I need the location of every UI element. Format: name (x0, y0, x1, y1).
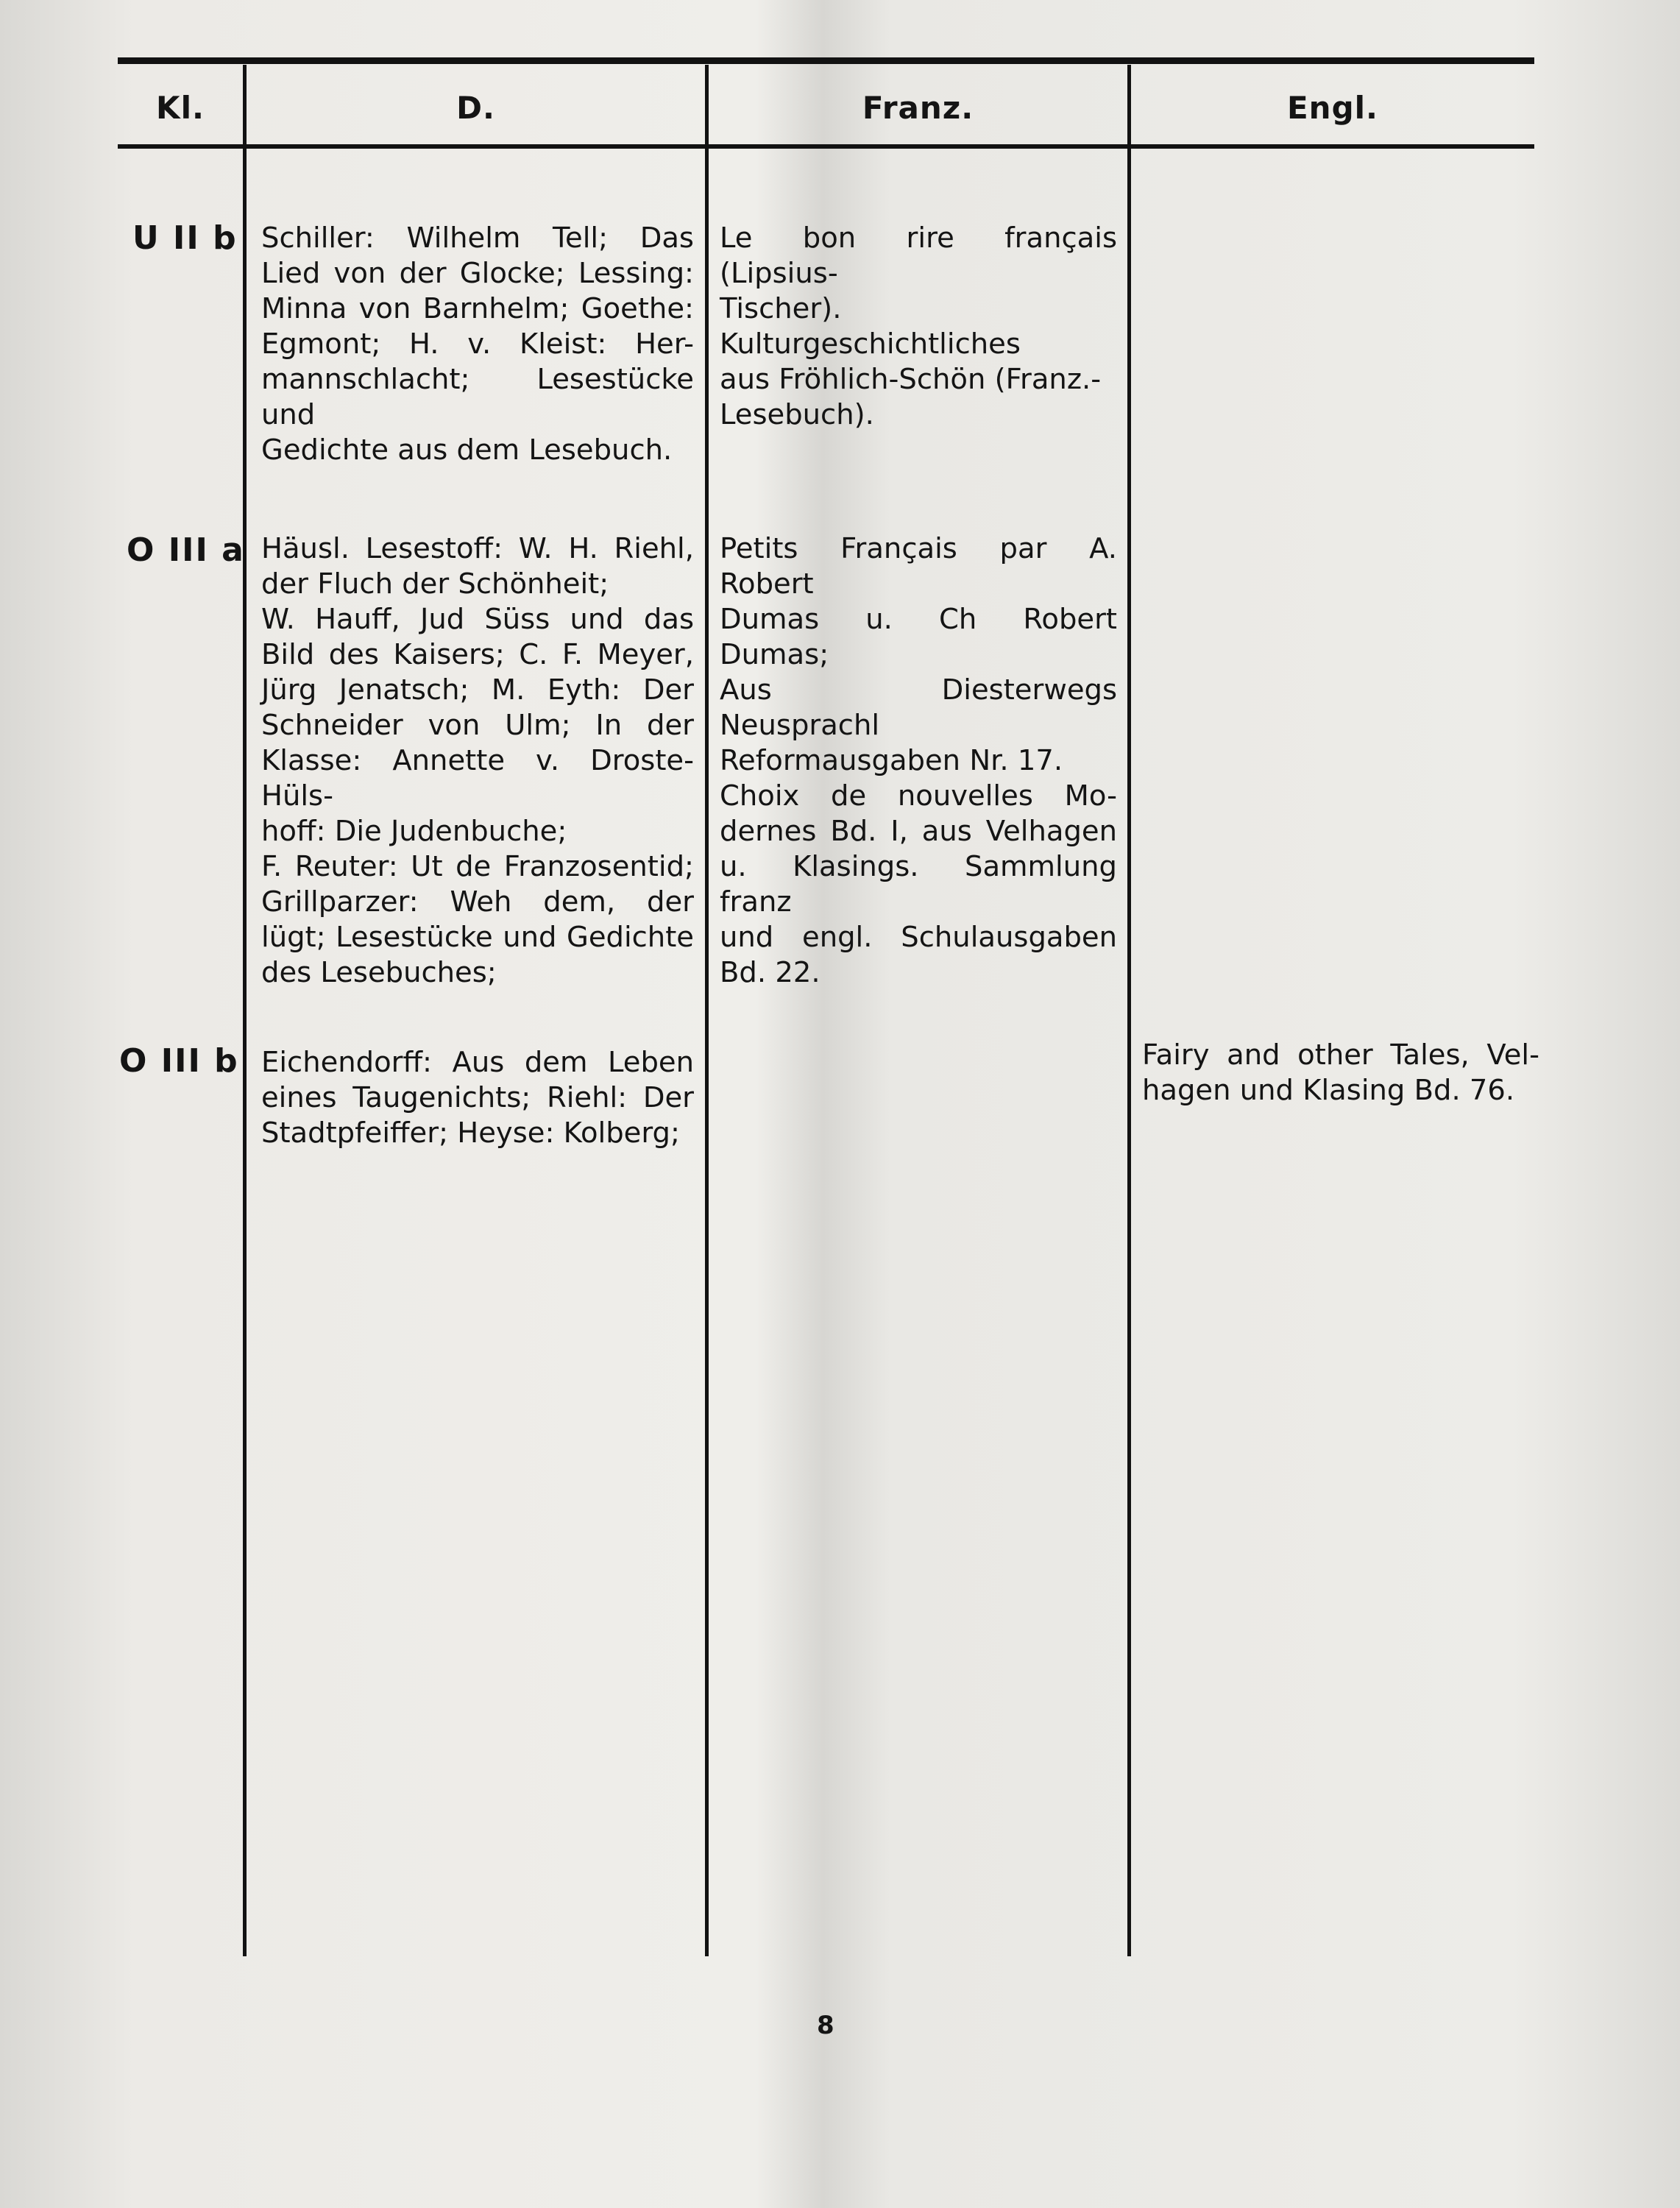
text-line: aus Fröhlich-Schön (Franz.- (720, 363, 1102, 396)
column-divider (1127, 65, 1131, 1956)
text-line: Lesebuch). (720, 398, 874, 431)
column-divider (243, 65, 247, 1956)
text-line: der Fluch der Schönheit; (261, 567, 609, 601)
text-line: Fairy and other Tales, Vel- (1142, 1038, 1539, 1072)
text-line: Lied von der Glocke; Lessing: (261, 257, 694, 290)
text-line: des Lesebuches; (261, 956, 497, 989)
text-line: Tischer). Kulturgeschichtliches (720, 292, 1021, 361)
text-line: Bild des Kaisers; C. F. Meyer, (261, 638, 694, 671)
text-line: und engl. Schulausgaben (720, 921, 1117, 954)
table-top-rule (118, 57, 1534, 64)
row-klasse-label: O III a (127, 531, 245, 569)
text-line: Häusl. Lesestoff: W. H. Riehl, (261, 532, 694, 565)
text-line: Jürg Jenatsch; M. Eyth: Der (261, 673, 694, 707)
text-line: Minna von Barnhelm; Goethe: (261, 292, 694, 325)
header-deutsch: D. (456, 90, 495, 126)
text-line: Grillparzer: Weh dem, der (261, 885, 694, 919)
text-line: Eichendorff: Aus dem Leben (261, 1046, 694, 1079)
text-line: Bd. 22. (720, 956, 820, 989)
header-englisch: Engl. (1286, 90, 1378, 126)
text-line: eines Taugenichts; Riehl: Der (261, 1081, 694, 1114)
text-line: u. Klasings. Sammlung franz (720, 850, 1117, 919)
text-line: mannschlacht; Lesestücke und (261, 363, 694, 431)
row-englisch-cell (1142, 1038, 1539, 1108)
text-line: Petits Français par A. Robert (720, 532, 1117, 601)
text-line: lügt; Lesestücke und Gedichte (261, 921, 694, 954)
text-line: Klasse: Annette v. Droste-Hüls- (261, 744, 694, 813)
text-line: Le bon rire français (Lipsius- (720, 222, 1117, 290)
text-line: dernes Bd. I, aus Velhagen (720, 815, 1117, 848)
show-through-text (971, 184, 1383, 216)
row-franzoesisch-cell (720, 531, 1117, 991)
text-line: Gedichte aus dem Lesebuch. (261, 434, 673, 467)
text-line: Aus Diesterwegs Neusprachl (720, 673, 1117, 742)
text-line: Schneider von Ulm; In der (261, 709, 694, 742)
text-line: Schiller: Wilhelm Tell; Das (261, 222, 694, 255)
row-franzoesisch-cell (720, 221, 1117, 433)
text-line: Reformausgaben Nr. 17. (720, 744, 1063, 777)
text-line: Egmont; H. v. Kleist: Her- (261, 328, 694, 361)
text-line: hoff: Die Judenbuche; (261, 815, 567, 848)
text-line: Choix de nouvelles Mo- (720, 779, 1117, 813)
text-line: hagen und Klasing Bd. 76. (1142, 1074, 1515, 1107)
row-deutsch-cell (261, 221, 694, 468)
row-klasse-label: U II b (132, 219, 238, 257)
column-divider (705, 65, 709, 1956)
text-line: F. Reuter: Ut de Franzosentid; (261, 850, 694, 883)
text-line: Dumas u. Ch Robert Dumas; (720, 603, 1117, 671)
row-deutsch-cell (261, 1045, 694, 1151)
text-line: Stadtpfeiffer; Heyse: Kolberg; (261, 1117, 680, 1150)
table-header-rule (118, 144, 1534, 149)
header-klasse: Kl. (156, 90, 205, 126)
header-franzoesisch: Franz. (862, 90, 974, 126)
page-number: 8 (817, 2011, 834, 2040)
text-line: W. Hauff, Jud Süss und das (261, 603, 694, 636)
row-deutsch-cell (261, 531, 694, 991)
row-klasse-label: O III b (119, 1042, 239, 1080)
